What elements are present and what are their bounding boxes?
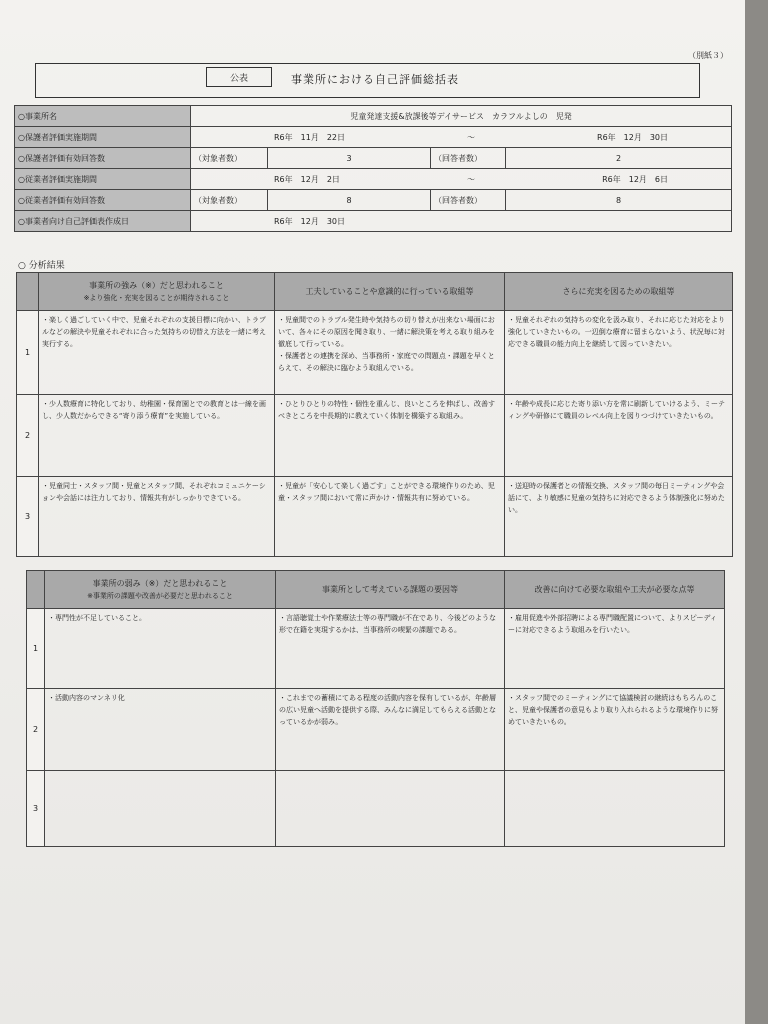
row-number: 2 [17,395,39,477]
weaknesses-header-cause: 事業所として考えている課題の要因等 [276,571,505,609]
weaknesses-header-note: ※事業所の課題や改善が必要だと思われること [87,591,233,600]
strengths-header-further: さらに充実を図るための取組等 [505,273,733,311]
staff-period-end: R6年 12月 6日 [602,174,669,184]
strengths-header-strength [39,273,275,311]
weaknesses-header-blank [27,571,45,609]
strength-cell: ・楽しく過ごしていく中で、児童それぞれの支援目標に向かい、トラブルなどの解決や児童それぞれに合った気持ちの切替え方法を一緒に考え実行する。 [39,311,275,395]
created-date: R6年 12月 30日 [274,216,346,226]
info-table [14,105,732,232]
strength-further-cell: ・年齢や成長に応じた寄り添い方を常に刷新していけるよう、ミーティングや研修にて職員のレベル向上を図りつづけていきたいもの。 [505,395,733,477]
guardian-period-start: R6年 11月 22日 [274,132,346,142]
strength-effort-cell: ・ひとりひとりの特性・個性を重んじ、良いところを伸ばし、改善すべきところを中長期的に教えていく体制を構築する取組み。 [275,395,505,477]
created-date-cell [191,211,732,232]
period-tilde: ～ [467,132,476,142]
weakness-improve-cell [505,771,725,847]
weaknesses-header-weakness [45,571,276,609]
weaknesses-header-improve: 改善に向けて必要な取組や工夫が必要な点等 [505,571,725,609]
strength-further-cell: ・送迎時の保護者との情報交換、スタッフ間の毎日ミーティングや会話にて、より敏感に児童の気持ちに対応できるよう体制強化に努めたい。 [505,477,733,557]
strength-further-cell: ・児童それぞれの気持ちの変化を汲み取り、それに応じた対応をより強化していきたいもの。一辺倒な療育に留まらないよう、状況毎に対応できる職員の能力向上を継続して図っていきたい。 [505,311,733,395]
guardian-count-label: ○保護者評価有効回答数 [15,148,191,169]
strengths-table [16,272,733,557]
title-box [35,63,700,98]
guardian-period [191,127,732,148]
background-edge [745,0,768,1024]
staff-target: 8 [268,190,431,211]
strength-cell: ・児童同士・スタッフ間・児童とスタッフ間、それぞれコミュニケーションや会話には注力しており、情報共有がしっかりできている。 [39,477,275,557]
weakness-improve-cell: ・スタッフ間でのミーティングにて協議検討の継続はもちろんのこと、児童や保護者の意見もより取り入れられるような環境作りに努めていきたいもの。 [505,689,725,771]
staff-period-start: R6年 12月 2日 [274,174,340,184]
guardian-period-end: R6年 12月 30日 [597,132,669,142]
analysis-heading: ○ 分析結果 [18,261,65,271]
staff-answer-label: （回答者数） [431,190,506,211]
guardian-period-label: ○保護者評価実施期間 [15,127,191,148]
row-number: 1 [27,609,45,689]
staff-target-label: （対象者数） [191,190,268,211]
staff-period-label: ○従業者評価実施期間 [15,169,191,190]
weaknesses-table [26,570,725,847]
weakness-cause-cell: ・言語聴覚士や作業療法士等の専門職が不在であり、今後どのような形で在籍を実現するかは、当事務所の喫緊の課題である。 [276,609,505,689]
strength-effort-cell: ・児童が「安心して楽しく過ごす」ことができる環境作りのため、児童・スタッフ間において常に声かけ・情報共有に努めている。 [275,477,505,557]
page-title: 事業所における自己評価総括表 [291,73,459,86]
period-tilde: ～ [467,174,476,184]
strengths-header-blank [17,273,39,311]
weakness-cause-cell [276,771,505,847]
strengths-header-note: ※より強化・充実を図ることが期待されること [83,293,230,302]
row-number: 3 [17,477,39,557]
guardian-answer: 2 [506,148,732,169]
strengths-header-effort: 工夫していることや意識的に行っている取組等 [275,273,505,311]
strength-effort-cell: ・児童間でのトラブル発生時や気持ちの切り替えが出来ない場面において、各々にその原因を聞き取り、一緒に解決策を考える取り組みを徹底して行っている。 ・保護者との連携を深め、当事務所・家庭での問題点・課題を早くとらえて、その解決に臨むよう取組んでいる。 [275,311,505,395]
staff-count-label: ○従業者評価有効回答数 [15,190,191,211]
facility-name: 児童発達支援&放課後等デイサービス カラフルよしの 児発 [191,106,732,127]
strengths-header-title: 事業所の強み（※）だと思われること [89,280,224,290]
guardian-answer-label: （回答者数） [431,148,506,169]
weaknesses-header-title: 事業所の弱み（※）だと思われること [92,578,228,588]
weakness-cell: ・活動内容のマンネリ化 [45,689,276,771]
weakness-cause-cell: ・これまでの蓄積にてある程度の活動内容を保有しているが、年齢層の広い児童へ活動を提供する際、みんなに満足してもらえる活動となっているかが弱み。 [276,689,505,771]
facility-name-label: ○事業所名 [15,106,191,127]
weakness-cell [45,771,276,847]
row-number: 2 [27,689,45,771]
weakness-improve-cell: ・雇用促進や外部招聘による専門職配置について、よりスピーディーに対応できるよう取組みを行いたい。 [505,609,725,689]
strength-cell: ・少人数療育に特化しており、幼稚園・保育園とでの教育とは一線を画し、少人数だからできる“寄り添う療育”を実施している。 [39,395,275,477]
created-date-label: ○事業者向け自己評価表作成日 [15,211,191,232]
guardian-target: 3 [268,148,431,169]
staff-period [191,169,732,190]
attachment-label: （別紙３） [688,51,728,60]
row-number: 3 [27,771,45,847]
staff-answer: 8 [506,190,732,211]
row-number: 1 [17,311,39,395]
public-badge: 公表 [206,67,272,87]
guardian-target-label: （対象者数） [191,148,268,169]
weakness-cell: ・専門性が不足していること。 [45,609,276,689]
